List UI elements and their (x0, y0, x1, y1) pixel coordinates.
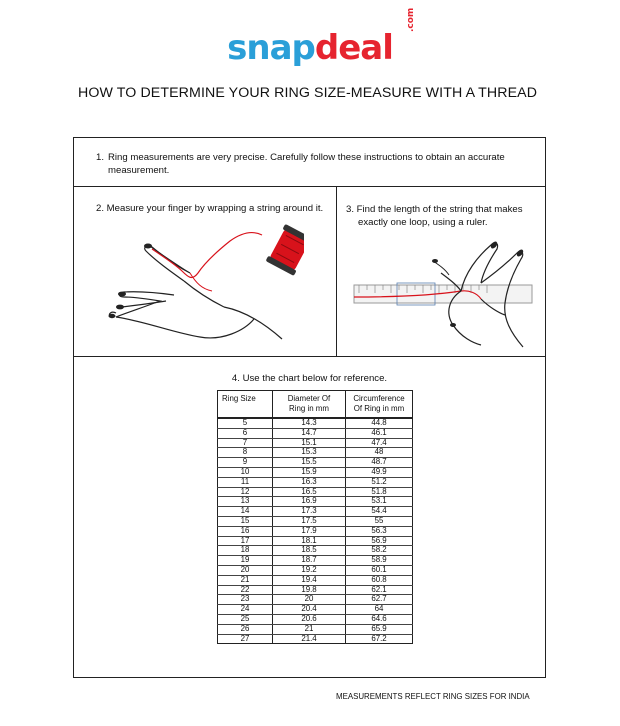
circumference-cell: 58.9 (346, 556, 413, 566)
ring-size-cell: 12 (218, 487, 273, 497)
circumference-cell: 53.1 (346, 497, 413, 507)
ring-size-chart (217, 390, 413, 644)
header-circumference-line2: Of Ring in mm (353, 404, 405, 413)
circumference-cell: 48 (346, 448, 413, 458)
divider-2 (74, 356, 545, 357)
table-row (218, 507, 413, 517)
circumference-cell: 55 (346, 516, 413, 526)
circumference-cell: 62.7 (346, 595, 413, 605)
divider-1 (74, 186, 545, 187)
ring-size-cell: 10 (218, 467, 273, 477)
table-row (218, 556, 413, 566)
ring-size-cell: 24 (218, 605, 273, 615)
diameter-cell: 17.9 (273, 526, 346, 536)
ring-size-cell: 15 (218, 516, 273, 526)
table-row (218, 624, 413, 634)
step-1-line2: measurement. (108, 165, 170, 176)
table-row (218, 575, 413, 585)
diameter-cell: 16.9 (273, 497, 346, 507)
brand-name-part1: snap (227, 28, 315, 68)
circumference-cell: 64.6 (346, 614, 413, 624)
ring-size-cell: 16 (218, 526, 273, 536)
ring-size-cell: 22 (218, 585, 273, 595)
ring-size-cell: 19 (218, 556, 273, 566)
ring-size-cell: 11 (218, 477, 273, 487)
table-row (218, 428, 413, 438)
circumference-cell: 54.4 (346, 507, 413, 517)
ruler-measurement-illustration (349, 233, 534, 353)
ring-size-cell: 23 (218, 595, 273, 605)
circumference-cell: 47.4 (346, 438, 413, 448)
divider-vertical (336, 186, 337, 356)
ring-size-cell: 7 (218, 438, 273, 448)
ring-size-cell: 6 (218, 428, 273, 438)
diameter-cell: 16.5 (273, 487, 346, 497)
circumference-cell: 67.2 (346, 634, 413, 644)
ring-size-cell: 13 (218, 497, 273, 507)
circumference-cell: 46.1 (346, 428, 413, 438)
header-ring-size (218, 391, 273, 419)
diameter-cell: 20 (273, 595, 346, 605)
step-1 (96, 151, 526, 177)
ring-size-cell: 8 (218, 448, 273, 458)
header-circumference-line1: Circumference (353, 394, 405, 403)
diameter-cell: 18.1 (273, 536, 346, 546)
diameter-cell: 21.4 (273, 634, 346, 644)
step-3-line2: exactly one loop, using a ruler. (358, 217, 488, 228)
table-row (218, 458, 413, 468)
circumference-cell: 49.9 (346, 467, 413, 477)
diameter-cell: 14.3 (273, 418, 346, 428)
step-3-line1: 3. Find the length of the string that makes (346, 204, 523, 215)
circumference-cell: 60.8 (346, 575, 413, 585)
step-1-number: 1. (96, 152, 105, 163)
table-row (218, 605, 413, 615)
diameter-cell: 19.4 (273, 575, 346, 585)
circumference-cell: 51.2 (346, 477, 413, 487)
diameter-cell: 20.4 (273, 605, 346, 615)
step-3 (346, 203, 536, 229)
circumference-cell: 58.2 (346, 546, 413, 556)
circumference-cell: 51.8 (346, 487, 413, 497)
ring-size-cell: 5 (218, 418, 273, 428)
header-ring-size-label: Ring Size (222, 394, 256, 403)
diameter-cell: 17.5 (273, 516, 346, 526)
circumference-cell: 65.9 (346, 624, 413, 634)
diameter-cell: 15.5 (273, 458, 346, 468)
diameter-cell: 15.9 (273, 467, 346, 477)
ring-size-cell: 27 (218, 634, 273, 644)
diameter-cell: 14.7 (273, 428, 346, 438)
table-row (218, 565, 413, 575)
diameter-cell: 15.1 (273, 438, 346, 448)
brand-logo (0, 7, 620, 70)
instructions-panel (73, 137, 546, 678)
brand-suffix: .com (405, 7, 416, 32)
table-row (218, 477, 413, 487)
diameter-cell: 15.3 (273, 448, 346, 458)
brand-wordmark (227, 7, 416, 70)
diameter-cell: 17.3 (273, 507, 346, 517)
ring-size-cell: 25 (218, 614, 273, 624)
brand-name-part2: deal (314, 28, 393, 68)
ring-size-cell: 9 (218, 458, 273, 468)
diameter-cell: 20.6 (273, 614, 346, 624)
step-1-line1: Ring measurements are very precise. Carefully follow these instructions to obtain an accurate (108, 152, 505, 163)
circumference-cell: 60.1 (346, 565, 413, 575)
diameter-cell: 19.8 (273, 585, 346, 595)
circumference-cell: 44.8 (346, 418, 413, 428)
diameter-cell: 21 (273, 624, 346, 634)
header-diameter-line1: Diameter Of (287, 394, 331, 403)
page-title: HOW TO DETERMINE YOUR RING SIZE-MEASURE WITH A THREAD (78, 85, 538, 101)
table-row (218, 634, 413, 644)
chart-header-row (218, 391, 413, 419)
diameter-cell: 19.2 (273, 565, 346, 575)
table-row (218, 526, 413, 536)
table-row (218, 516, 413, 526)
footnote: MEASUREMENTS REFLECT RING SIZES FOR INDIA (336, 692, 530, 701)
step-2: 2. Measure your finger by wrapping a string around it. (96, 203, 324, 214)
ring-size-cell: 14 (218, 507, 273, 517)
ring-size-cell: 26 (218, 624, 273, 634)
ring-size-cell: 18 (218, 546, 273, 556)
diameter-cell: 16.3 (273, 477, 346, 487)
ring-size-cell: 20 (218, 565, 273, 575)
circumference-cell: 62.1 (346, 585, 413, 595)
hand-with-thread-illustration (104, 221, 304, 346)
chart-body (218, 418, 413, 644)
circumference-cell: 56.9 (346, 536, 413, 546)
circumference-cell: 64 (346, 605, 413, 615)
step-4: 4. Use the chart below for reference. (231, 373, 388, 384)
table-row (218, 418, 413, 428)
ring-size-cell: 21 (218, 575, 273, 585)
diameter-cell: 18.5 (273, 546, 346, 556)
header-diameter-line2: Ring in mm (289, 404, 329, 413)
header-diameter (273, 391, 346, 419)
diameter-cell: 18.7 (273, 556, 346, 566)
ring-size-cell: 17 (218, 536, 273, 546)
table-row (218, 614, 413, 624)
circumference-cell: 48.7 (346, 458, 413, 468)
circumference-cell: 56.3 (346, 526, 413, 536)
header-circumference (346, 391, 413, 419)
table-row (218, 467, 413, 477)
